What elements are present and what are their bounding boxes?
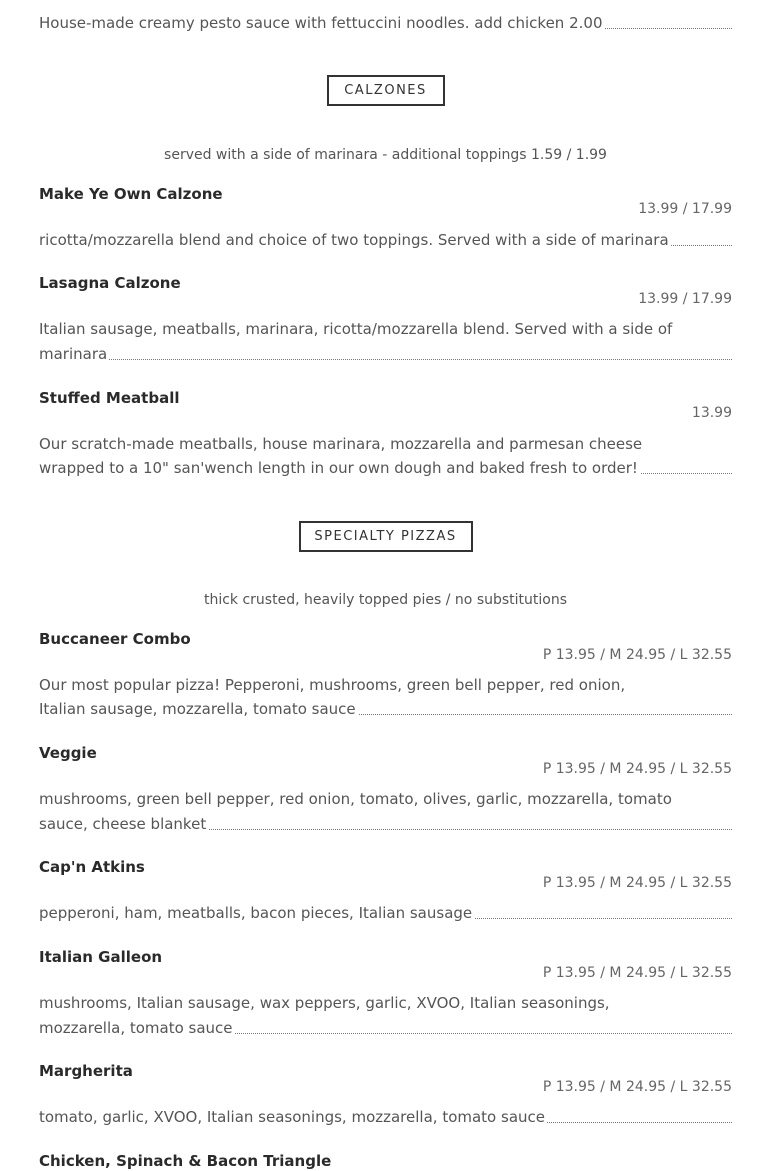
menu-item-price: 13.99 [691, 405, 732, 421]
specialty-pizzas-section-header [39, 521, 732, 552]
calzones-section-header [39, 75, 732, 106]
calzones-heading: CALZONES [327, 75, 445, 106]
menu-item-price: P 13.95 / M 24.95 / L 32.55 [542, 1079, 732, 1095]
top-item-description-text: House-made creamy pesto sauce with fettuccini noodles. add chicken 2.00 [39, 14, 603, 32]
specialty-pizzas-subtitle: thick crusted, heavily topped pies / no substitutions [203, 592, 568, 608]
menu-item-price: P 13.95 / M 24.95 / L 32.55 [542, 647, 732, 663]
menu-item-description: Our scratch-made meatballs, house marinara, mozzarella and parmesan cheese [39, 435, 643, 453]
menu-item-title: Margherita [39, 1062, 133, 1080]
menu-item-price: P 13.95 / M 24.95 / L 32.55 [542, 875, 732, 891]
menu-item-description: sauce, cheese blanket [39, 812, 732, 837]
menu-item-description: marinara [39, 342, 732, 367]
menu-item-title: Make Ye Own Calzone [39, 185, 223, 203]
top-item-description [39, 11, 732, 36]
menu-item-price: P 13.95 / M 24.95 / L 32.55 [542, 761, 732, 777]
menu-item-description: mushrooms, green bell pepper, red onion, tomato, olives, garlic, mozzarella, tomato [39, 790, 672, 808]
menu-item-description: ricotta/mozzarella blend and choice of two toppings. Served with a side of marinara [39, 228, 732, 253]
menu-item-title: Cap'n Atkins [39, 858, 145, 876]
menu-item-description: Italian sausage, mozzarella, tomato sauce [39, 697, 732, 722]
menu-item-description: Italian sausage, meatballs, marinara, ricotta/mozzarella blend. Served with a side of [39, 320, 673, 338]
menu-item-title: Lasagna Calzone [39, 274, 181, 292]
calzones-subtitle: served with a side of marinara - additional toppings 1.59 / 1.99 [164, 147, 607, 163]
menu-item-title: Veggie [39, 744, 97, 762]
menu-item-description: mushrooms, Italian sausage, wax peppers, garlic, XVOO, Italian seasonings, [39, 994, 610, 1012]
menu-item-title: Stuffed Meatball [39, 389, 180, 407]
menu-item-price: 13.99 / 17.99 [638, 201, 732, 217]
menu-item-price: 13.99 / 17.99 [638, 291, 732, 307]
menu-item-title: Italian Galleon [39, 948, 163, 966]
menu-item-description: mozzarella, tomato sauce [39, 1016, 732, 1041]
menu-item-title: Chicken, Spinach & Bacon Triangle [39, 1152, 332, 1170]
menu-item-price: P 13.95 / M 24.95 / L 32.55 [542, 965, 732, 981]
menu-item-description: Our most popular pizza! Pepperoni, mushrooms, green bell pepper, red onion, [39, 676, 626, 694]
menu-item-description: wrapped to a 10" san'wench length in our own dough and baked fresh to order! [39, 456, 732, 481]
menu-item-title: Buccaneer Combo [39, 630, 191, 648]
specialty-pizzas-heading: SPECIALTY PIZZAS [299, 521, 473, 552]
menu-item-description: tomato, garlic, XVOO, Italian seasonings, mozzarella, tomato sauce [39, 1105, 732, 1130]
menu-item-description: pepperoni, ham, meatballs, bacon pieces, Italian sausage [39, 901, 732, 926]
